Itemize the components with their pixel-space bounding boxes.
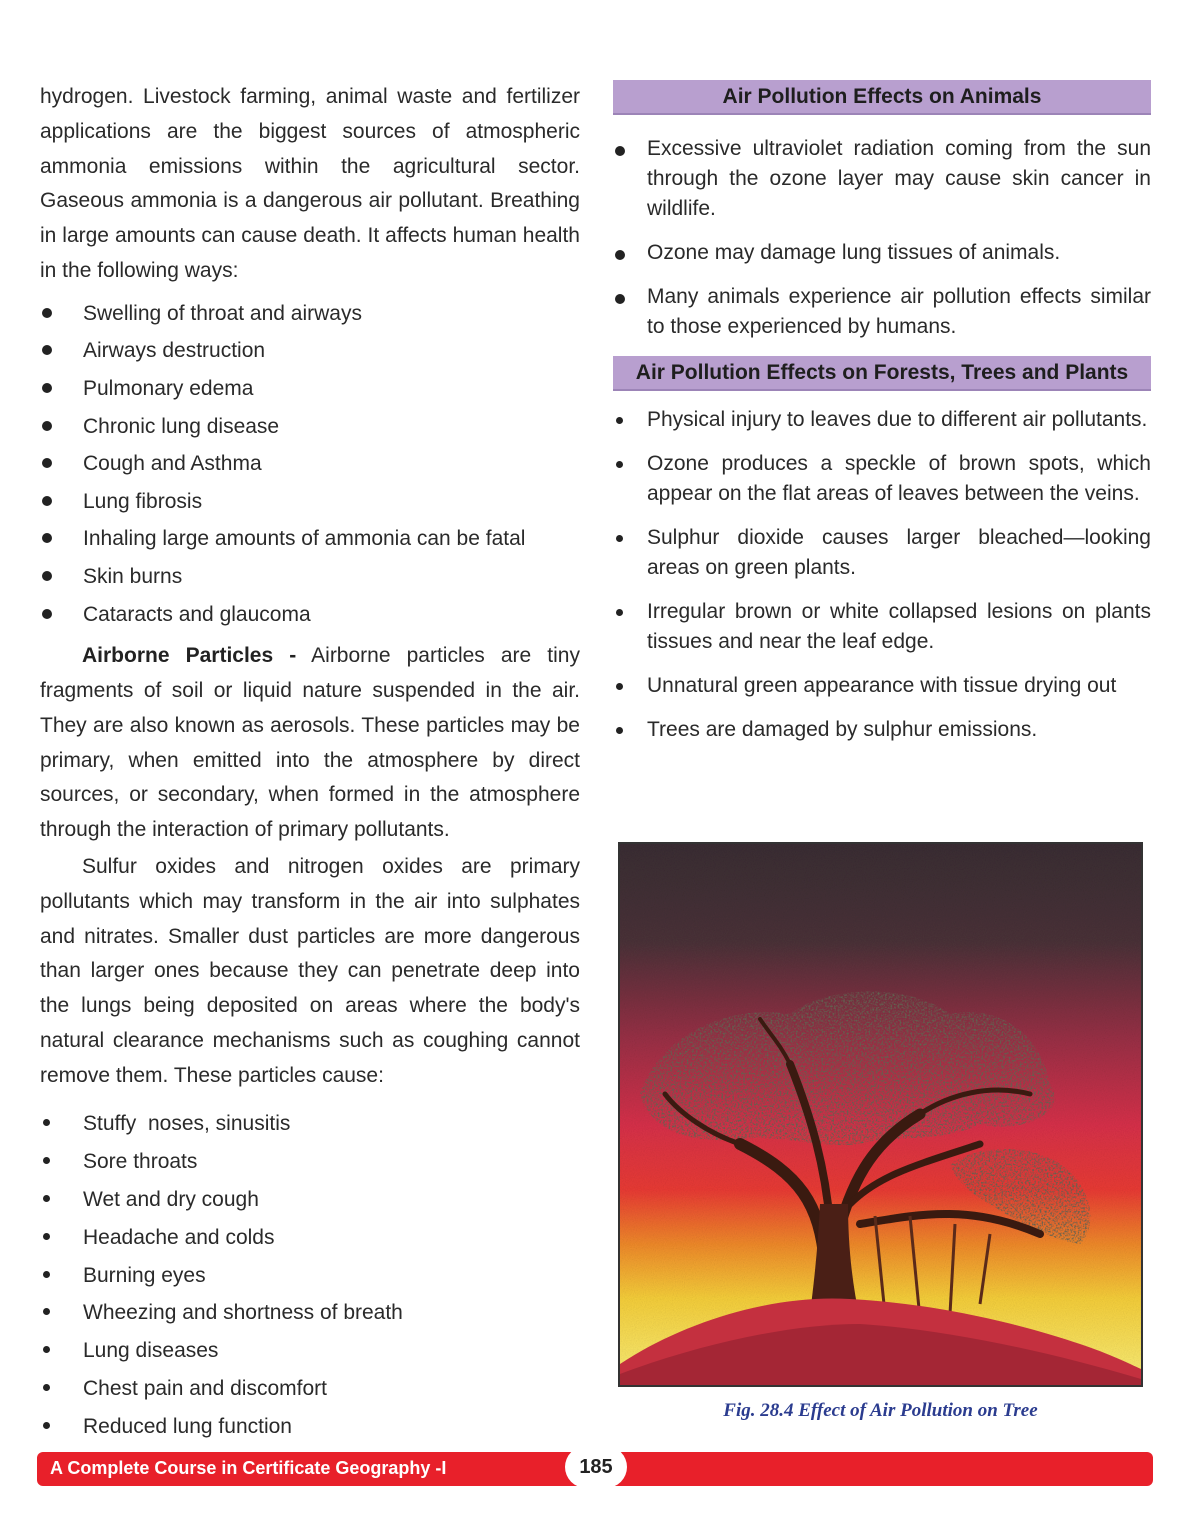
bullet-icon: [43, 1422, 50, 1429]
bullet-icon: [42, 571, 52, 581]
list-item: Inhaling large amounts of ammonia can be fatal: [40, 520, 580, 558]
bullet-icon: [42, 345, 52, 355]
list-item: Physical injury to leaves due to different air pollutants.: [613, 405, 1151, 435]
list-item: Trees are damaged by sulphur emissions.: [613, 715, 1151, 745]
bullet-icon: [616, 417, 623, 424]
list-item: Excessive ultraviolet radiation coming from the sun through the ozone layer may cause skin cancer in wildlife.: [613, 134, 1151, 224]
list-item: Reduced lung function: [40, 1408, 580, 1446]
right-column: [613, 80, 1151, 759]
bullet-icon: [43, 1195, 50, 1202]
animals-heading: Air Pollution Effects on Animals: [613, 80, 1151, 115]
bullet-icon: [42, 496, 52, 506]
bullet-icon: [43, 1384, 50, 1391]
list-item: Lung fibrosis: [40, 483, 580, 521]
tree-figure: [618, 842, 1143, 1387]
ammonia-effects-list: [40, 295, 580, 633]
list-item: Headache and colds: [40, 1219, 580, 1257]
list-item: Ozone produces a speckle of brown spots, which appear on the flat areas of leaves between the veins.: [613, 449, 1151, 509]
bullet-icon: [615, 250, 625, 260]
footer-book-title: A Complete Course in Certificate Geography -I: [50, 1458, 447, 1478]
bullet-icon: [616, 683, 623, 690]
list-item: Pulmonary edema: [40, 370, 580, 408]
list-item: Burning eyes: [40, 1257, 580, 1295]
list-item: Cough and Asthma: [40, 445, 580, 483]
list-item: Sulphur dioxide causes larger bleached—looking areas on green plants.: [613, 523, 1151, 583]
list-item: Irregular brown or white collapsed lesions on plants tissues and near the leaf edge.: [613, 597, 1151, 657]
list-item: Stuffy noses, sinusitis: [40, 1105, 580, 1143]
figure-caption: Fig. 28.4 Effect of Air Pollution on Tree: [723, 1400, 1038, 1421]
airborne-paragraph: [40, 639, 580, 848]
plants-heading: Air Pollution Effects on Forests, Trees and Plants: [613, 356, 1151, 391]
list-item: Chest pain and discomfort: [40, 1370, 580, 1408]
tree-illustration: [620, 844, 1141, 1385]
bullet-icon: [616, 535, 623, 542]
bullet-icon: [43, 1271, 50, 1278]
list-item: Airways destruction: [40, 332, 580, 370]
list-item: Skin burns: [40, 558, 580, 596]
bullet-icon: [615, 146, 625, 156]
list-item: Many animals experience air pollution effects similar to those experienced by humans.: [613, 282, 1151, 342]
list-item: Lung diseases: [40, 1332, 580, 1370]
airborne-text: Airborne particles are tiny fragments of soil or liquid nature suspended in the air. They are also known as aerosols. These particles may be primary, when emitted into the atmosphere by direct sources, or secondary, when formed in the atmosphere through the interaction of primary pollutants.: [40, 644, 580, 842]
list-item: Chronic lung disease: [40, 408, 580, 446]
list-item: Swelling of throat and airways: [40, 295, 580, 333]
particle-effects-list: [40, 1105, 580, 1445]
bullet-icon: [616, 461, 623, 468]
sulfur-paragraph: Sulfur oxides and nitrogen oxides are primary pollutants which may transform in the air into sulphates and nitrates. Smaller dust particles are more dangerous than larger ones because they can penetrate deep into the lungs being deposited on areas where the body's natural clearance mechanisms such as coughing cannot remove them. These particles cause:: [40, 854, 580, 1087]
bullet-icon: [616, 727, 623, 734]
bullet-icon: [42, 458, 52, 468]
list-item: Ozone may damage lung tissues of animals.: [613, 238, 1151, 268]
bullet-icon: [43, 1346, 50, 1353]
list-item: Unnatural green appearance with tissue drying out: [613, 671, 1151, 701]
bullet-icon: [42, 533, 52, 543]
animals-effects-list: [613, 134, 1151, 342]
bullet-icon: [616, 609, 623, 616]
bullet-icon: [42, 609, 52, 619]
bullet-icon: [615, 294, 625, 304]
bullet-icon: [43, 1157, 50, 1164]
airborne-term: Airborne Particles -: [82, 644, 297, 668]
list-item: Cataracts and glaucoma: [40, 596, 580, 634]
list-item: Sore throats: [40, 1143, 580, 1181]
plants-effects-list: [613, 405, 1151, 745]
bullet-icon: [43, 1233, 50, 1240]
left-column: [40, 80, 580, 1446]
bullet-icon: [43, 1308, 50, 1315]
bullet-icon: [42, 421, 52, 431]
intro-paragraph: hydrogen. Livestock farming, animal waste and fertilizer applications are the biggest sources of atmospheric ammonia emissions within the agricultural sector. Gaseous ammonia is a dangerous air pollutant. Breathing in large amounts can cause death. It affects human health in the following ways:: [40, 85, 580, 282]
bullet-icon: [42, 308, 52, 318]
list-item: Wet and dry cough: [40, 1181, 580, 1219]
bullet-icon: [43, 1119, 50, 1126]
bullet-icon: [42, 383, 52, 393]
list-item: Wheezing and shortness of breath: [40, 1294, 580, 1332]
page-number: 185: [565, 1446, 627, 1488]
